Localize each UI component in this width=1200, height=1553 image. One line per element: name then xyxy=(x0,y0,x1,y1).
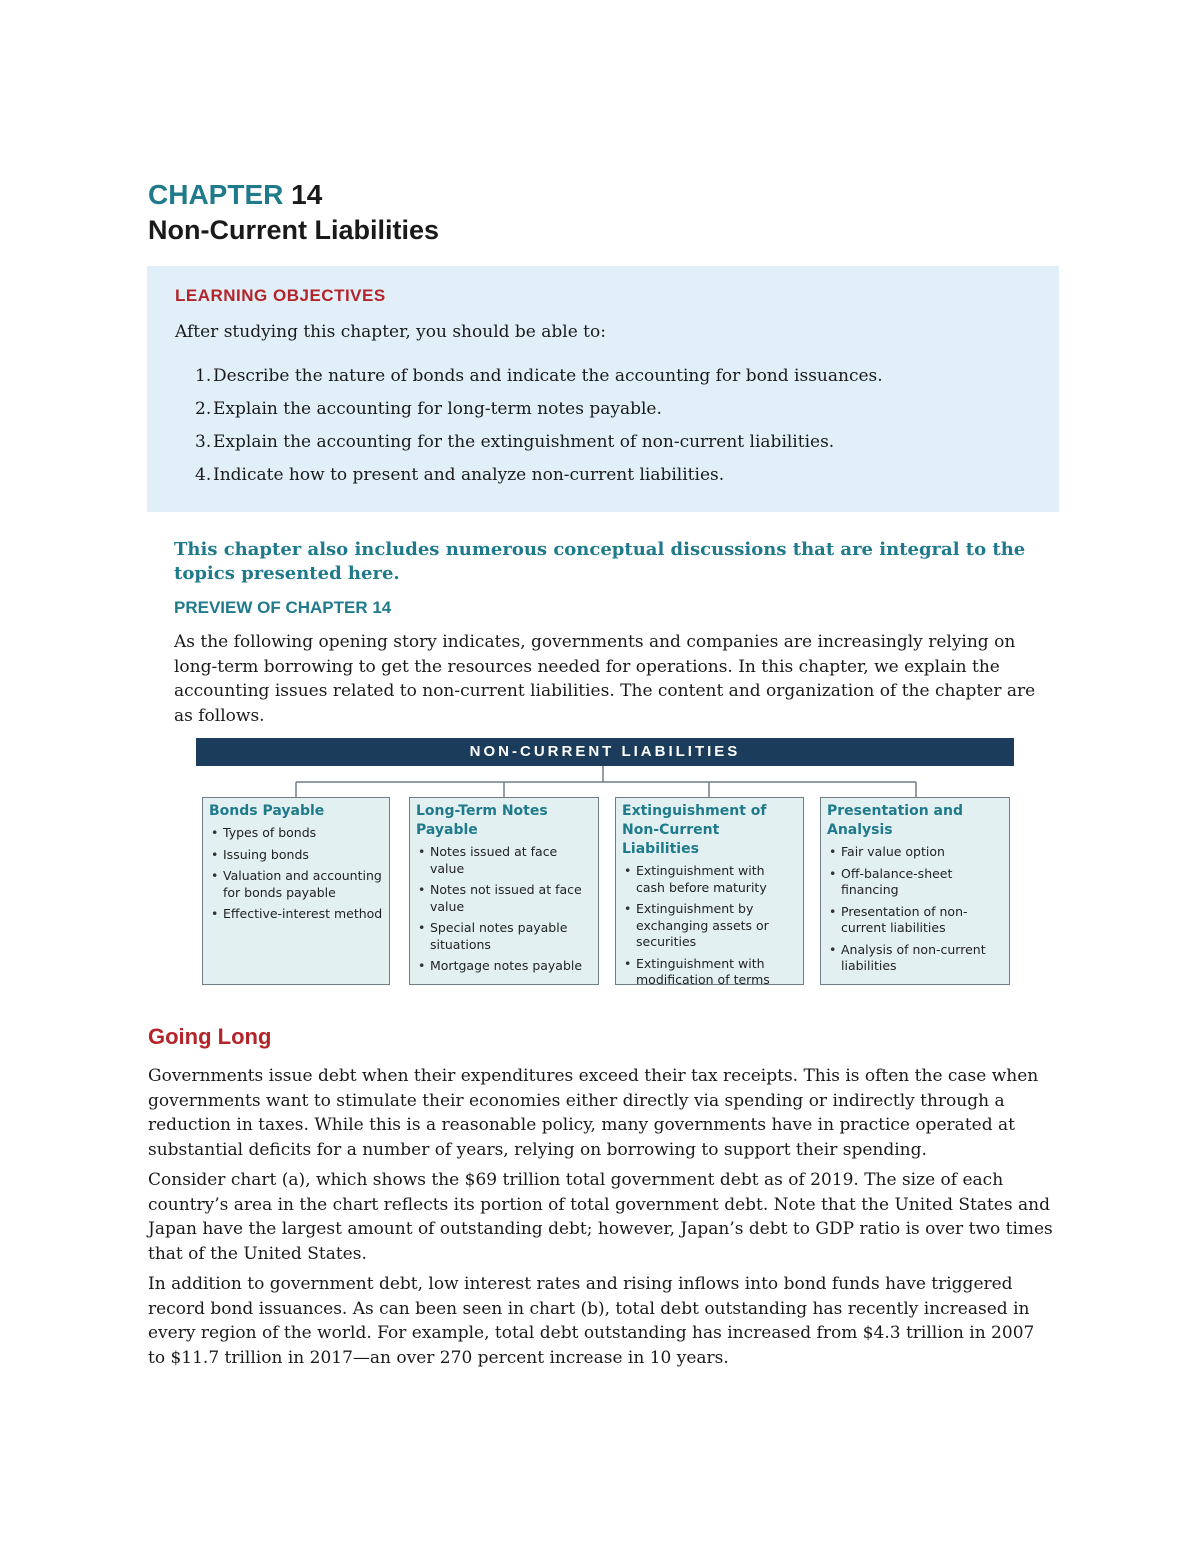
list-item: • Special notes payable situations xyxy=(416,920,592,953)
learning-objectives-box xyxy=(147,266,1059,512)
list-item: • Extinguishment with cash before maturity xyxy=(622,863,797,896)
diagram-box-bonds-payable xyxy=(202,797,390,985)
list-item: • Notes not issued at face value xyxy=(416,882,592,915)
list-item: • Analysis of non-current liabilities xyxy=(827,942,1003,975)
diagram-box-long-term-notes xyxy=(409,797,599,985)
list-item: • Mortgage notes payable xyxy=(416,958,592,975)
chapter-label xyxy=(148,178,322,212)
box-title: Extinguishment of Non-Current Liabilities xyxy=(622,803,767,857)
chapter-word: CHAPTER xyxy=(148,179,284,210)
going-long-paragraph-1: Governments issue debt when their expenditures exceed their tax receipts. This is often the case when governments want to stimulate their economies either directly via spending or indirectly through a reduction in taxes. While this is a reasonable policy, many governments have in practice operated at substantial deficits for a number of years, relying on borrowing to support their spending. xyxy=(148,1066,1039,1160)
learning-objectives-heading: LEARNING OBJECTIVES xyxy=(175,286,386,305)
learning-objectives-list xyxy=(195,364,883,496)
list-item: • Extinguishment by exchanging assets or securities xyxy=(622,901,797,951)
learning-objectives-intro: After studying this chapter, you should be able to: xyxy=(175,322,606,342)
preview-body: As the following opening story indicates, governments and companies are increasingly relying on long-term borrowing to get the resources needed for operations. In this chapter, we explain the accounting issues related to non-current liabilities. The content and organization of the chapter are as follows. xyxy=(174,632,1036,726)
preview-heading: PREVIEW OF CHAPTER 14 xyxy=(174,598,392,617)
box-title: Bonds Payable xyxy=(209,803,325,819)
conceptual-callout: This chapter also includes numerous conceptual discussions that are integral to the topics presented here. xyxy=(174,539,1026,584)
box-title: Long-Term Notes Payable xyxy=(416,803,548,838)
list-item: • Presentation of non-current liabilities xyxy=(827,904,1003,937)
list-item: 2. Explain the accounting for long-term notes payable. xyxy=(195,399,662,419)
going-long-title: Going Long xyxy=(148,1024,272,1049)
list-item: • Valuation and accounting for bonds payable xyxy=(209,868,383,901)
going-long-paragraph-2: Consider chart (a), which shows the $69 trillion total government debt as of 2019. The size of each country’s area in the chart reflects its portion of total government debt. Note that the United States and Japan have the largest amount of outstanding debt; however, Japan’s debt to GDP ratio is over two times that of the United States. xyxy=(148,1170,1053,1264)
box-title: Presentation and Analysis xyxy=(827,803,963,838)
list-item: • Effective-interest method xyxy=(209,906,383,923)
list-item: 3. Explain the accounting for the extinguishment of non-current liabilities. xyxy=(195,432,835,452)
chapter-title: Non-Current Liabilities xyxy=(148,215,440,245)
diagram-box-presentation xyxy=(820,797,1010,985)
list-item: 4. Indicate how to present and analyze non-current liabilities. xyxy=(195,465,725,485)
list-item: • Notes issued at face value xyxy=(416,844,592,877)
list-item: • Extinguishment with modification of terms xyxy=(622,956,797,989)
list-item: • Off-balance-sheet financing xyxy=(827,866,1003,899)
list-item: 1. Describe the nature of bonds and indicate the accounting for bond issuances. xyxy=(195,366,883,386)
list-item: • Issuing bonds xyxy=(209,847,383,864)
going-long-paragraph-3: In addition to government debt, low interest rates and rising inflows into bond funds have triggered record bond issuances. As can been seen in chart (b), total debt outstanding has recently increased in every region of the world. For example, total debt outstanding has increased from $4.3 trillion in 2007 to $11.7 trillion in 2017—an over 270 percent increase in 10 years. xyxy=(148,1274,1035,1368)
list-item: • Types of bonds xyxy=(209,825,383,842)
chapter-number: 14 xyxy=(291,179,323,210)
diagram-title: NON-CURRENT LIABILITIES xyxy=(196,738,1014,766)
list-item: • Fair value option xyxy=(827,844,1003,861)
diagram-box-extinguishment xyxy=(615,797,804,985)
